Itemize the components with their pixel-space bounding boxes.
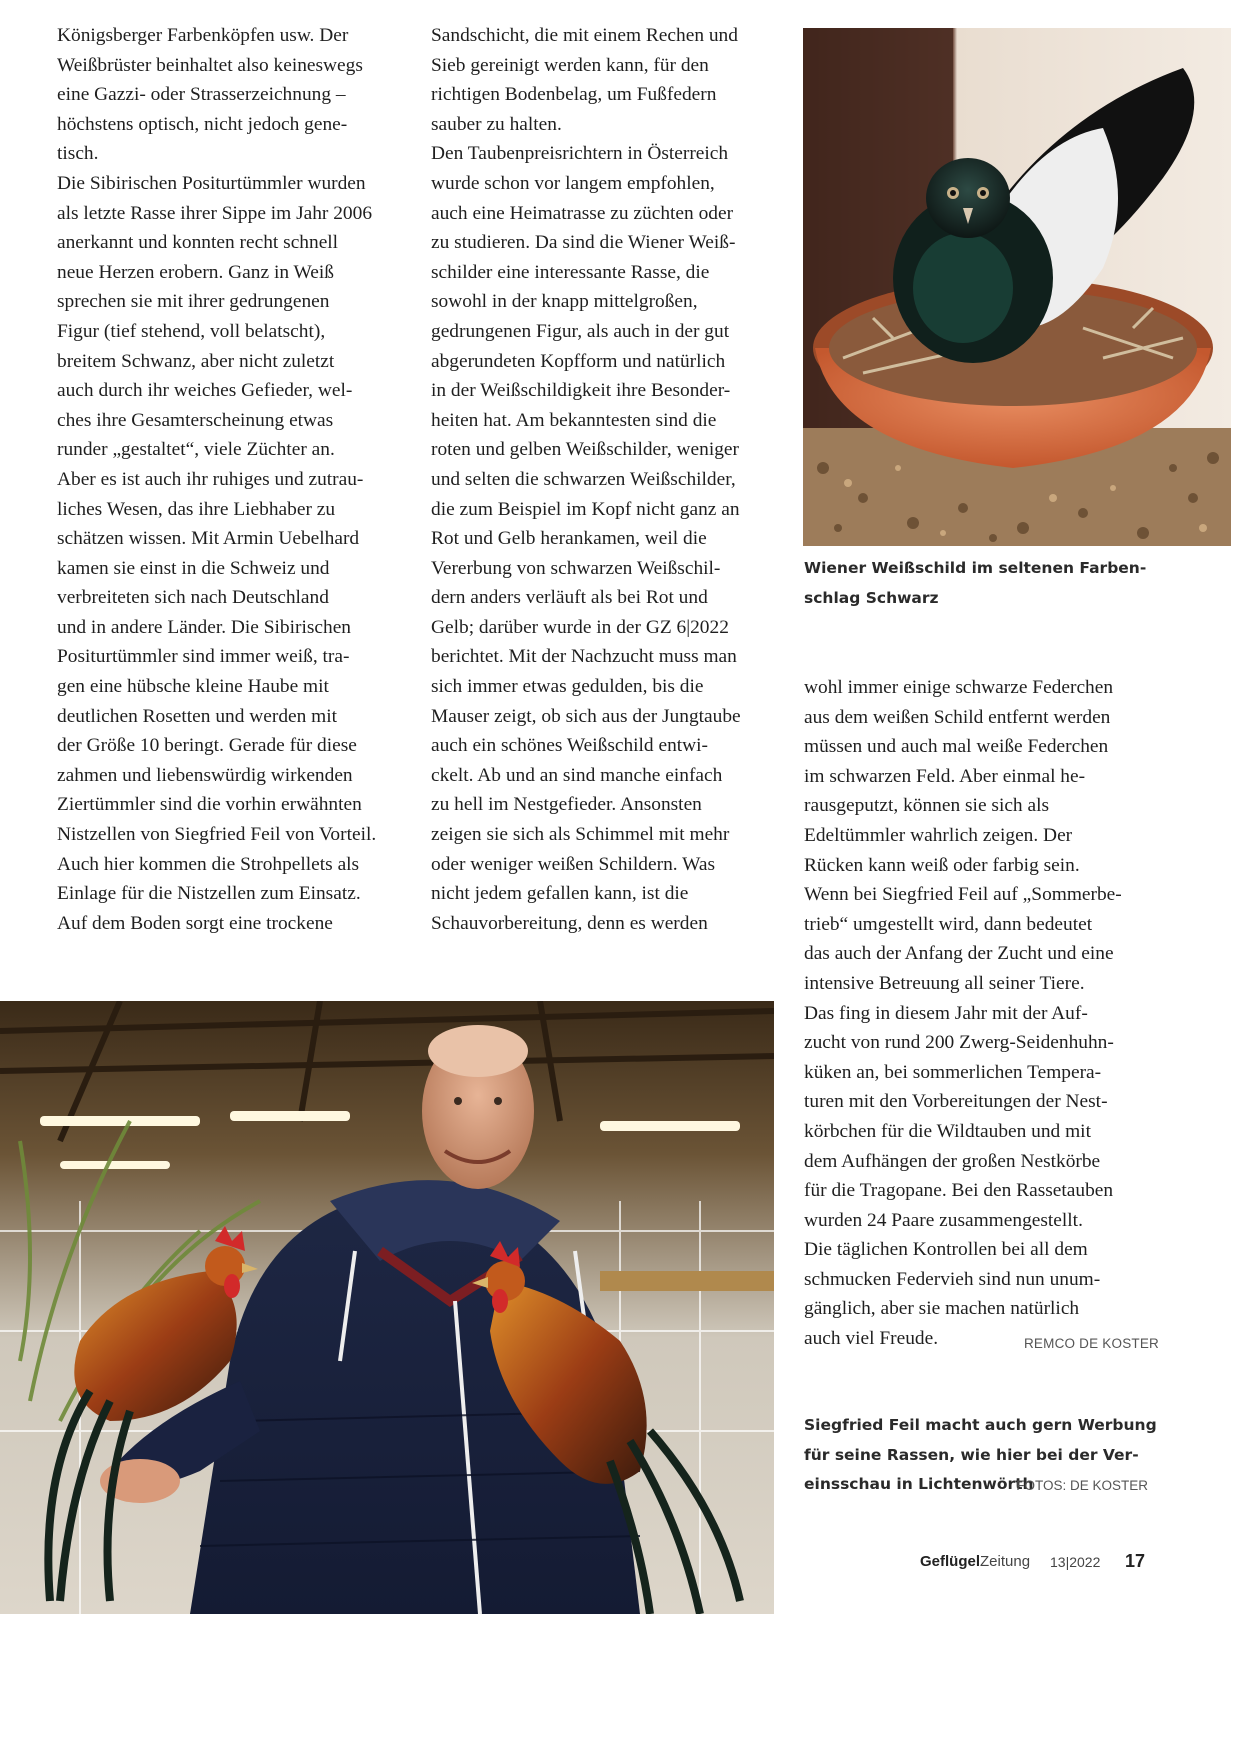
column-3-text-line: wohl immer einige schwarze Federchen bbox=[804, 677, 1114, 698]
column-1-text-line: Weißbrüster beinhaltet also keineswegs bbox=[57, 54, 363, 76]
roosters-caption-line: Siegfried Feil macht auch gern Werbung bbox=[804, 1416, 1157, 1434]
column-1-text-line: Königsberger Farbenköpfen usw. Der bbox=[57, 25, 349, 46]
column-2-text-line: heiten hat. Am bekanntesten sind die bbox=[431, 409, 717, 431]
column-2-text-line: zu studieren. Da sind die Wiener Weiß- bbox=[431, 232, 736, 254]
column-1-text-line: Aber es ist auch ihr ruhiges und zutrau- bbox=[57, 468, 364, 490]
column-1-text-line: Einlage für die Nistzellen zum Einsatz. bbox=[57, 883, 361, 905]
column-1-text-line: zahmen und liebenswürdig wirkenden bbox=[57, 764, 353, 786]
column-2-text-line: Schauvorbereitung, denn es werden bbox=[431, 912, 708, 934]
column-1-text-line: Ziertümmler sind die vorhin erwähnten bbox=[57, 794, 362, 816]
column-3-text-line: zucht von rund 200 Zwerg-Seidenhuhn- bbox=[804, 1032, 1114, 1054]
pigeon-photo bbox=[803, 28, 1231, 546]
page-number: 17 bbox=[1124, 1551, 1145, 1571]
column-3-text-line: müssen und auch mal weiße Federchen bbox=[804, 736, 1109, 758]
roosters-photo bbox=[0, 1001, 774, 1614]
column-2-text-line: dern anders verläuft als bei Rot und bbox=[431, 587, 708, 609]
column-1-text-line: eine Gazzi- oder Strasserzeichnung – bbox=[57, 84, 346, 106]
column-2-text-line: berichtet. Mit der Nachzucht muss man bbox=[431, 646, 737, 668]
issue-number: 13|2022 bbox=[1050, 1554, 1101, 1570]
column-2-text-line: zu hell im Nestgefieder. Ansonsten bbox=[431, 794, 702, 816]
column-3-text-line: im schwarzen Feld. Aber einmal he- bbox=[804, 765, 1086, 787]
column-1-text-line: Die Sibirischen Positurtümmler wurden bbox=[57, 172, 366, 194]
magazine-name-bold: Geflügel bbox=[920, 1553, 981, 1570]
column-3-text-line: aus dem weißen Schild entfernt werden bbox=[804, 706, 1111, 728]
column-2-text-line: Vererbung von schwarzen Weißschil- bbox=[431, 557, 721, 579]
column-1-text-line: auch durch ihr weiches Gefieder, wel- bbox=[57, 380, 353, 402]
column-2-text-line: oder weniger weißen Schildern. Was bbox=[431, 853, 716, 875]
column-3-text-line: Die täglichen Kontrollen bei all dem bbox=[804, 1239, 1088, 1261]
column-1-text-line: breitem Schwanz, aber nicht zuletzt bbox=[57, 350, 335, 372]
column-1-text-line: anerkannt und konnten recht schnell bbox=[57, 232, 339, 254]
column-3-final-line bbox=[804, 1324, 1159, 1354]
column-3-text-line: dem Aufhängen der großen Nestkörbe bbox=[804, 1150, 1101, 1172]
column-1-text-line: schätzen wissen. Mit Armin Uebelhard bbox=[57, 528, 360, 550]
column-3-text-line: für die Tragopane. Bei den Rassetauben bbox=[804, 1180, 1114, 1202]
roosters-caption-line bbox=[804, 1470, 1148, 1500]
column-2-text-line: zeigen sie sich als Schimmel mit mehr bbox=[431, 824, 730, 846]
column-1-text-line: Figur (tief stehend, voll belatscht), bbox=[57, 320, 326, 342]
column-3-text-line: turen mit den Vorbereitungen der Nest- bbox=[804, 1091, 1108, 1113]
photo-credit: FOTOS: DE KOSTER bbox=[1016, 1478, 1148, 1493]
pigeon-caption-line: Wiener Weißschild im seltenen Farben- bbox=[804, 559, 1147, 577]
column-2-text-line: Mauser zeigt, ob sich aus der Jungtaube bbox=[431, 705, 741, 727]
column-1-text-line: runder „gestaltet“, viele Züchter an. bbox=[57, 439, 335, 461]
column-3-final-text: auch viel Freude. bbox=[804, 1328, 939, 1350]
column-1-text-line: ches ihre Gesamterscheinung etwas bbox=[57, 409, 334, 431]
column-2-text-line: sich immer etwas gedulden, bis die bbox=[431, 676, 704, 698]
column-1-text-line: tisch. bbox=[57, 143, 99, 165]
column-3-text-line: rausgeputzt, können sie sich als bbox=[804, 795, 1050, 817]
column-2-text-line: Rot und Gelb herankamen, weil die bbox=[431, 528, 707, 550]
column-3-text-line: Edeltümmler wahrlich zeigen. Der bbox=[804, 824, 1073, 846]
column-2-text-line: sowohl in der knapp mittelgroßen, bbox=[431, 291, 698, 313]
column-2-text-line: und selten die schwarzen Weißschilder, bbox=[431, 468, 736, 490]
magazine-name-light: Zeitung bbox=[980, 1553, 1031, 1570]
column-3-text-line: wurden 24 Paare zusammengestellt. bbox=[804, 1209, 1083, 1231]
column-3-text-line: Wenn bei Siegfried Feil auf „Sommerbe- bbox=[804, 884, 1122, 906]
article-column-3 bbox=[804, 673, 1159, 1354]
column-2-text-line: abgerundeten Kopfform und natürlich bbox=[431, 350, 726, 372]
article-column-1 bbox=[57, 21, 407, 938]
column-1-text-line: sprechen sie mit ihrer gedrungenen bbox=[57, 291, 330, 313]
column-1-text-line: gen eine hübsche kleine Haube mit bbox=[57, 676, 329, 698]
column-1-text-line: der Größe 10 beringt. Gerade für diese bbox=[57, 735, 357, 757]
column-2-text-line: Sandschicht, die mit einem Rechen und bbox=[431, 25, 738, 46]
column-1-text-line: verbreiteten sich nach Deutschland bbox=[57, 587, 329, 609]
article-column-2 bbox=[431, 21, 781, 938]
roosters-caption-line: für seine Rassen, wie hier bei der Ver- bbox=[804, 1445, 1139, 1464]
column-2-text-line: wurde schon vor langem empfohlen, bbox=[431, 172, 715, 194]
column-2-text-line: auch eine Heimatrasse zu züchten oder bbox=[431, 202, 734, 224]
column-1-text-line: Positurtümmler sind immer weiß, tra- bbox=[57, 646, 350, 668]
column-2-text-line: sauber zu halten. bbox=[431, 113, 562, 135]
column-1-text-line: und in andere Länder. Die Sibirischen bbox=[57, 616, 352, 638]
column-2-text-line: Sieb gereinigt werden kann, für den bbox=[431, 54, 709, 76]
column-2-text-line: Den Taubenpreisrichtern in Österreich bbox=[431, 143, 729, 165]
column-3-text-line: das auch der Anfang der Zucht und eine bbox=[804, 943, 1114, 965]
page-footer bbox=[920, 1553, 1145, 1577]
column-3-text-line: Rücken kann weiß oder farbig sein. bbox=[804, 854, 1080, 876]
column-2-text-line: in der Weißschildigkeit ihre Besonder- bbox=[431, 380, 731, 402]
column-2-text-line: ckelt. Ab und an sind manche einfach bbox=[431, 764, 723, 786]
column-3-text-line: intensive Betreuung all seiner Tiere. bbox=[804, 972, 1085, 994]
column-3-text-line: Das fing in diesem Jahr mit der Auf- bbox=[804, 1002, 1088, 1024]
column-2-text-line: auch ein schönes Weißschild entwi- bbox=[431, 735, 709, 757]
column-2-text-line: schilder eine interessante Rasse, die bbox=[431, 261, 710, 283]
magazine-name bbox=[920, 1553, 1030, 1570]
column-1-text-line: Auf dem Boden sorgt eine trockene bbox=[57, 912, 333, 934]
roosters-caption-line-text: einsschau in Lichtenwörth bbox=[804, 1475, 1034, 1493]
column-1-text-line: höchstens optisch, nicht jedoch gene- bbox=[57, 113, 348, 135]
column-2-text-line: roten und gelben Weißschilder, weniger bbox=[431, 439, 739, 461]
column-1-text-line: kamen sie einst in die Schweiz und bbox=[57, 557, 330, 579]
column-2-text-line: die zum Beispiel im Kopf nicht ganz an bbox=[431, 498, 740, 520]
column-1-text-line: Nistzellen von Siegfried Feil von Vorteil. bbox=[57, 824, 377, 846]
column-3-text-line: küken an, bei sommerlichen Tempera- bbox=[804, 1061, 1102, 1083]
column-2-text-line: gedrungenen Figur, als auch in der gut bbox=[431, 320, 730, 342]
column-1-text-line: deutlichen Rosetten und werden mit bbox=[57, 705, 338, 727]
author-byline: REMCO DE KOSTER bbox=[1023, 1336, 1159, 1352]
column-1-text-line: Auch hier kommen die Strohpellets als bbox=[57, 853, 360, 875]
pigeon-photo-caption bbox=[804, 554, 1147, 613]
column-2-text-line: nicht jedem gefallen kann, ist die bbox=[431, 883, 689, 905]
column-3-text-line: körbchen für die Wildtauben und mit bbox=[804, 1120, 1091, 1142]
column-3-text-line: schmucken Federvieh sind nun unum- bbox=[804, 1268, 1101, 1290]
column-1-text-line: liches Wesen, das ihre Liebhaber zu bbox=[57, 498, 336, 520]
column-1-text-line: neue Herzen erobern. Ganz in Weiß bbox=[57, 261, 334, 283]
column-2-text-line: Gelb; darüber wurde in der GZ 6|2022 bbox=[431, 616, 729, 638]
column-3-text-line: trieb“ umgestellt wird, dann bedeutet bbox=[804, 913, 1093, 935]
column-1-text-line: als letzte Rasse ihrer Sippe im Jahr 2006 bbox=[57, 202, 373, 224]
column-2-text-line: richtigen Bodenbelag, um Fußfedern bbox=[431, 84, 717, 106]
pigeon-caption-line: schlag Schwarz bbox=[804, 588, 939, 607]
roosters-photo-caption bbox=[804, 1411, 1157, 1500]
column-3-text-line: gänglich, aber sie machen natürlich bbox=[804, 1298, 1080, 1320]
